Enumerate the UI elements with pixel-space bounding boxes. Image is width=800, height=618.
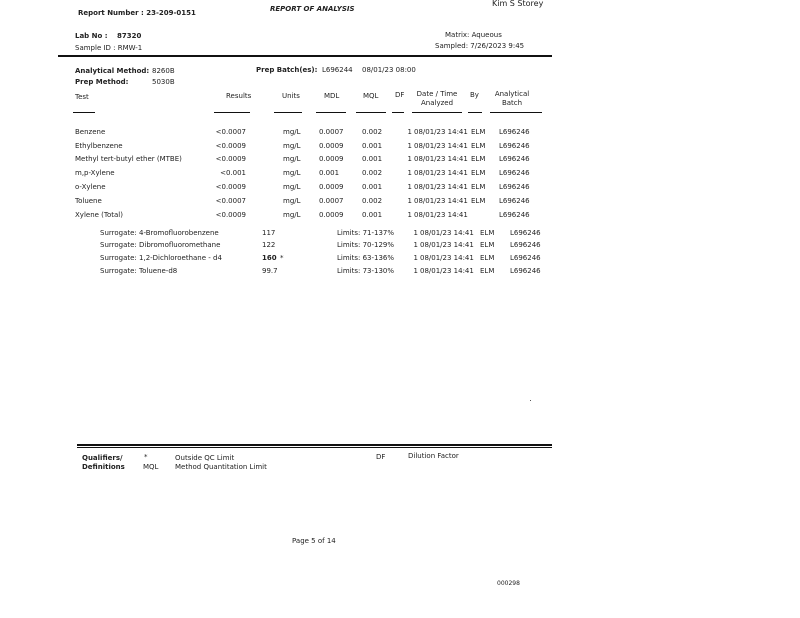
- row-batch: L696246: [499, 197, 530, 205]
- row-test: Benzene: [75, 128, 106, 136]
- document-number: 000298: [497, 580, 520, 587]
- col-date-line2: Analyzed: [420, 99, 454, 107]
- row-units: mg/L: [283, 183, 301, 191]
- row-units: mg/L: [283, 169, 301, 177]
- row-batch: L696246: [499, 142, 530, 150]
- qualifier-text: Outside QC Limit: [175, 454, 235, 462]
- row-df: 1: [407, 142, 412, 150]
- row-mql: 0.002: [362, 169, 383, 177]
- surrogate-df: 1: [413, 241, 418, 249]
- col-batch-line2: Batch: [501, 99, 523, 107]
- col-rule: [412, 112, 462, 113]
- row-mdl: 0.0007: [319, 128, 344, 136]
- author-name: Kim S Storey: [492, 0, 544, 8]
- row-result: <0.0009: [215, 211, 246, 219]
- col-results: Results: [226, 92, 252, 100]
- surrogate-date: 08/01/23 14:41: [420, 229, 474, 237]
- col-by: By: [470, 91, 479, 99]
- prep-batch-value: L696244: [322, 66, 353, 74]
- surrogate-name: Surrogate: Dibromofluoromethane: [100, 241, 221, 249]
- row-test: Methyl tert-butyl ether (MTBE): [75, 155, 182, 163]
- row-date: 08/01/23 14:41: [414, 197, 468, 205]
- page-number: Page 5 of 14: [292, 537, 336, 545]
- lab-no-label: Lab No :: [75, 32, 108, 40]
- surrogate-df: 1: [413, 254, 418, 262]
- row-result: <0.0007: [215, 197, 246, 205]
- surrogate-name: Surrogate: Toluene-d8: [100, 267, 178, 275]
- row-units: mg/L: [283, 197, 301, 205]
- footer-rule-thin: [77, 447, 552, 448]
- row-df: 1: [407, 155, 412, 163]
- row-df: 1: [407, 128, 412, 136]
- row-batch: L696246: [499, 211, 530, 219]
- row-batch: L696246: [499, 169, 530, 177]
- col-units: Units: [282, 92, 300, 100]
- row-df: 1: [407, 169, 412, 177]
- row-test: Toluene: [75, 197, 102, 205]
- qualifier-symbol: *: [144, 453, 148, 461]
- prep-batch-label: Prep Batch(es):: [256, 66, 318, 74]
- qualifiers-heading: [82, 454, 125, 472]
- row-mdl: 0.0007: [319, 197, 344, 205]
- surrogate-result: 117: [262, 229, 276, 237]
- analytical-method-label: Analytical Method:: [75, 67, 150, 75]
- row-result: <0.0007: [215, 128, 246, 136]
- sampled-date: Sampled: 7/26/2023 9:45: [435, 42, 525, 50]
- col-rule: [392, 112, 404, 113]
- surrogate-result: 122: [262, 241, 276, 249]
- surrogate-date: 08/01/23 14:41: [420, 254, 474, 262]
- row-mql: 0.001: [362, 155, 383, 163]
- matrix: Matrix: Aqueous: [445, 31, 502, 39]
- surrogate-by: ELM: [480, 229, 495, 237]
- col-mdl: MDL: [324, 92, 340, 100]
- surrogate-name: Surrogate: 4-Bromofluorobenzene: [100, 229, 219, 237]
- scan-speck: [530, 400, 531, 401]
- row-test: o-Xylene: [75, 183, 106, 191]
- surrogate-df: 1: [413, 229, 418, 237]
- col-rule: [73, 112, 95, 113]
- col-mql: MQL: [363, 92, 379, 100]
- row-batch: L696246: [499, 155, 530, 163]
- row-date: 08/01/23 14:41: [414, 128, 468, 136]
- row-date: 08/01/23 14:41: [414, 169, 468, 177]
- surrogate-by: ELM: [480, 254, 495, 262]
- qualifier-text: Method Quantitation Limit: [175, 463, 267, 471]
- surrogate-by: ELM: [480, 241, 495, 249]
- surrogate-by: ELM: [480, 267, 495, 275]
- prep-method-label: Prep Method:: [75, 78, 129, 86]
- row-units: mg/L: [283, 128, 301, 136]
- row-test: m,p-Xylene: [75, 169, 115, 177]
- surrogate-flag: *: [280, 254, 284, 262]
- col-analytical-batch: [490, 90, 534, 108]
- col-rule: [468, 112, 482, 113]
- col-rule: [490, 112, 542, 113]
- row-test: Ethylbenzene: [75, 142, 123, 150]
- surrogate-result: 160: [262, 254, 277, 262]
- surrogate-batch: L696246: [510, 229, 541, 237]
- surrogate-limits: Limits: 70-129%: [337, 241, 395, 249]
- surrogate-name: Surrogate: 1,2-Dichloroethane - d4: [100, 254, 222, 262]
- col-test: Test: [75, 93, 89, 101]
- row-units: mg/L: [283, 211, 301, 219]
- surrogate-limits: Limits: 63-136%: [337, 254, 395, 262]
- row-date: 08/01/23 14:41: [414, 142, 468, 150]
- sample-id: Sample ID : RMW-1: [75, 44, 143, 52]
- row-units: mg/L: [283, 155, 301, 163]
- row-df: 1: [407, 197, 412, 205]
- row-mql: 0.002: [362, 128, 383, 136]
- row-by: ELM: [471, 197, 486, 205]
- row-units: mg/L: [283, 142, 301, 150]
- qualifiers-line2: Definitions: [82, 463, 125, 471]
- qualifier-symbol: MQL: [143, 463, 159, 471]
- row-by: ELM: [471, 155, 486, 163]
- row-date: 08/01/23 14:41: [414, 183, 468, 191]
- col-date-line1: Date / Time: [416, 90, 458, 98]
- row-df: 1: [407, 183, 412, 191]
- qualifier-text: Dilution Factor: [408, 452, 459, 460]
- row-mdl: 0.001: [319, 169, 340, 177]
- qualifier-symbol: DF: [376, 453, 386, 461]
- prep-batch-date: 08/01/23 08:00: [362, 66, 416, 74]
- row-batch: L696246: [499, 183, 530, 191]
- row-test: Xylene (Total): [75, 211, 123, 219]
- row-mdl: 0.0009: [319, 211, 344, 219]
- row-by: ELM: [471, 142, 486, 150]
- row-by: ELM: [471, 169, 486, 177]
- prep-method-value: 5030B: [152, 78, 175, 86]
- row-mdl: 0.0009: [319, 155, 344, 163]
- col-df: DF: [395, 91, 405, 99]
- row-mdl: 0.0009: [319, 142, 344, 150]
- row-df: 1: [407, 211, 412, 219]
- surrogate-date: 08/01/23 14:41: [420, 241, 474, 249]
- surrogate-result: 99.7: [262, 267, 278, 275]
- surrogate-df: 1: [413, 267, 418, 275]
- row-mql: 0.002: [362, 197, 383, 205]
- col-batch-line1: Analytical: [494, 90, 530, 98]
- row-result: <0.0009: [215, 183, 246, 191]
- header-rule: [58, 55, 552, 57]
- row-date: 08/01/23 14:41: [414, 155, 468, 163]
- surrogate-batch: L696246: [510, 254, 541, 262]
- row-mql: 0.001: [362, 211, 383, 219]
- surrogate-limits: Limits: 73-130%: [337, 267, 395, 275]
- row-date: 08/01/23 14:41: [414, 211, 468, 219]
- analytical-method-value: 8260B: [152, 67, 175, 75]
- surrogate-limits: Limits: 71-137%: [337, 229, 395, 237]
- col-rule: [316, 112, 346, 113]
- col-rule: [356, 112, 386, 113]
- surrogate-batch: L696246: [510, 241, 541, 249]
- row-result: <0.0009: [215, 142, 246, 150]
- qualifiers-line1: Qualifiers/: [82, 454, 123, 462]
- row-by: ELM: [471, 183, 486, 191]
- row-by: ELM: [471, 128, 486, 136]
- lab-no-value: 87320: [117, 32, 142, 40]
- col-rule: [214, 112, 250, 113]
- row-mql: 0.001: [362, 142, 383, 150]
- row-result: <0.0009: [215, 155, 246, 163]
- surrogate-batch: L696246: [510, 267, 541, 275]
- row-result: <0.001: [220, 169, 246, 177]
- surrogate-date: 08/01/23 14:41: [420, 267, 474, 275]
- row-mql: 0.001: [362, 183, 383, 191]
- report-title: REPORT OF ANALYSIS: [270, 5, 355, 13]
- col-date-analyzed: [414, 90, 460, 108]
- footer-rule: [77, 444, 552, 446]
- report-number: Report Number : 23-209-0151: [78, 9, 196, 17]
- row-batch: L696246: [499, 128, 530, 136]
- row-mdl: 0.0009: [319, 183, 344, 191]
- col-rule: [274, 112, 302, 113]
